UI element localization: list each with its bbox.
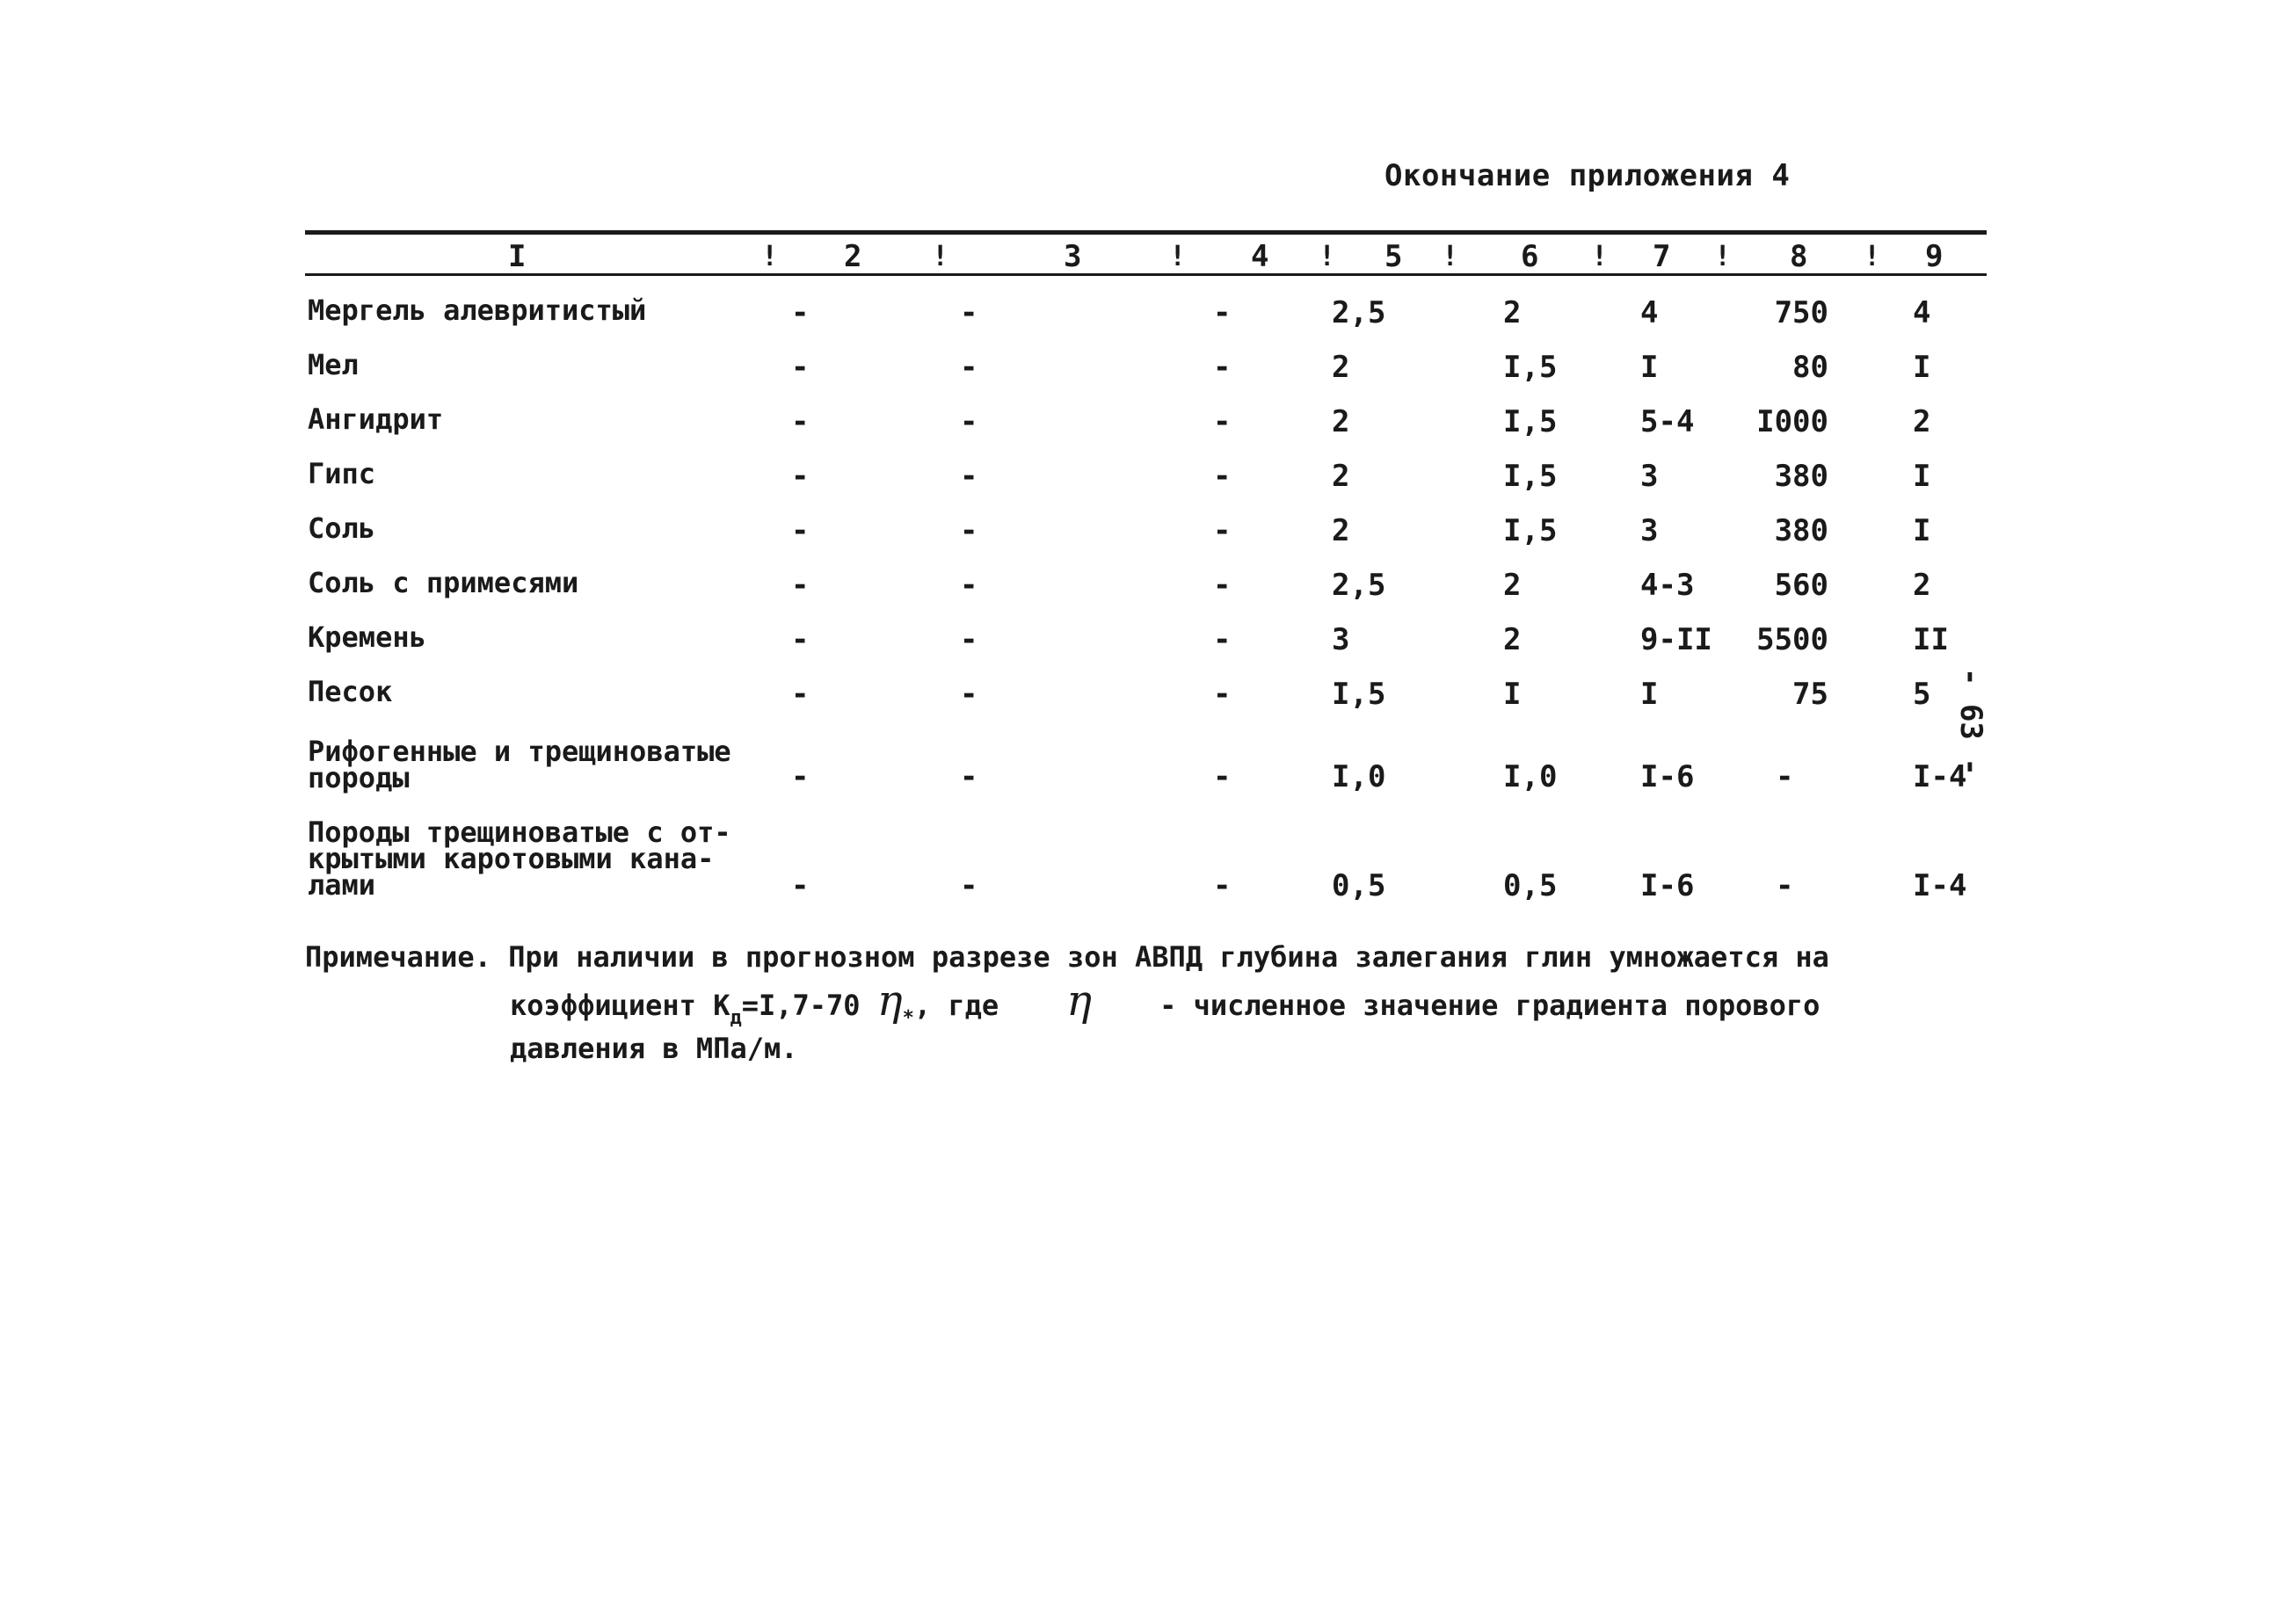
- cell-col8: 75: [1792, 677, 1828, 712]
- cell-col8: 750: [1774, 295, 1828, 330]
- cell-col6: 2: [1503, 295, 1522, 330]
- cell-col4: -: [1213, 759, 1232, 794]
- cell-col8: 380: [1774, 459, 1828, 494]
- col-number-5: 5: [1384, 239, 1403, 274]
- cell-col5: 0,5: [1332, 868, 1386, 903]
- col-number-6: 6: [1521, 239, 1539, 274]
- cell-col3: -: [960, 622, 978, 657]
- cell-col9: I: [1913, 459, 1931, 494]
- cell-col4: -: [1213, 868, 1232, 903]
- cell-col3: -: [960, 459, 978, 494]
- cell-col6: 0,5: [1503, 868, 1558, 903]
- col-number-1: I: [508, 239, 527, 274]
- page-number: - 63 -: [1953, 668, 1988, 776]
- cell-col6: I: [1503, 677, 1522, 712]
- cell-col2: -: [791, 513, 810, 548]
- cell-col8: -: [1776, 868, 1794, 903]
- note-definition: - численное значение градиента порового: [1159, 989, 1821, 1022]
- cell-col3: -: [960, 677, 978, 712]
- cell-col6: I,5: [1503, 513, 1558, 548]
- cell-col3: -: [960, 759, 978, 794]
- cell-col5: I,5: [1332, 677, 1386, 712]
- rock-name: Гипс: [308, 457, 376, 490]
- eta-subscript: *: [902, 1007, 914, 1029]
- col-separator: !: [761, 239, 779, 272]
- cell-col4: -: [1213, 513, 1232, 548]
- cell-col6: I,5: [1503, 350, 1558, 385]
- col-separator: !: [1319, 239, 1336, 272]
- col-separator: !: [1591, 239, 1609, 272]
- cell-col3: -: [960, 350, 978, 385]
- cell-col9: I-4: [1913, 868, 1967, 903]
- eta-symbol: η: [876, 976, 903, 1026]
- cell-col5: 2: [1332, 459, 1350, 494]
- cell-col3: -: [960, 868, 978, 903]
- cell-col4: -: [1213, 622, 1232, 657]
- cell-col5: 3: [1332, 622, 1350, 657]
- note-coef-value: =I,7-70: [741, 989, 861, 1022]
- cell-col7: 4: [1640, 295, 1659, 330]
- cell-col5: 2,5: [1332, 568, 1386, 603]
- cell-col9: I: [1913, 513, 1931, 548]
- cell-col6: 2: [1503, 568, 1522, 603]
- col-number-9: 9: [1925, 239, 1944, 274]
- rock-name: Мел: [308, 348, 359, 381]
- cell-col2: -: [791, 622, 810, 657]
- cell-col4: -: [1213, 404, 1232, 439]
- eta-symbol: η: [1066, 976, 1092, 1026]
- col-separator: !: [1169, 239, 1187, 272]
- rock-name: Породы трещиноватые с от- крытыми каротовыми кана- лами: [308, 816, 731, 902]
- cell-col8: 560: [1774, 568, 1828, 603]
- col-number-7: 7: [1653, 239, 1671, 274]
- cell-col9: I: [1913, 350, 1931, 385]
- cell-col6: I,5: [1503, 404, 1558, 439]
- cell-col5: 2,5: [1332, 295, 1386, 330]
- cell-col7: I: [1640, 677, 1659, 712]
- col-separator: !: [1442, 239, 1459, 272]
- col-number-3: 3: [1064, 239, 1082, 274]
- cell-col2: -: [791, 350, 810, 385]
- col-number-8: 8: [1790, 239, 1808, 274]
- cell-col7: 9-II: [1640, 622, 1712, 657]
- cell-col3: -: [960, 513, 978, 548]
- cell-col8: 5500: [1756, 622, 1828, 657]
- cell-col5: I,0: [1332, 759, 1386, 794]
- cell-col2: -: [791, 295, 810, 330]
- cell-col4: -: [1213, 350, 1232, 385]
- cell-col2: -: [791, 568, 810, 603]
- cell-col9: 2: [1913, 568, 1931, 603]
- cell-col9: 5: [1913, 677, 1931, 712]
- cell-col8: 380: [1774, 513, 1828, 548]
- cell-col6: I,0: [1503, 759, 1558, 794]
- cell-col9: 2: [1913, 404, 1931, 439]
- table-top-rule: [305, 230, 1987, 235]
- cell-col2: -: [791, 759, 810, 794]
- col-separator: !: [1714, 239, 1732, 272]
- cell-col8: 80: [1792, 350, 1828, 385]
- cell-col5: 2: [1332, 404, 1350, 439]
- cell-col3: -: [960, 295, 978, 330]
- cell-col2: -: [791, 459, 810, 494]
- cell-col7: 3: [1640, 459, 1659, 494]
- cell-col9: I-4: [1913, 759, 1967, 794]
- rock-name: Ангидрит: [308, 402, 444, 436]
- cell-col8: -: [1776, 759, 1794, 794]
- cell-col4: -: [1213, 459, 1232, 494]
- cell-col3: -: [960, 404, 978, 439]
- cell-col7: I: [1640, 350, 1659, 385]
- col-separator: !: [1864, 239, 1881, 272]
- cell-col4: -: [1213, 677, 1232, 712]
- note-coef-text: коэффициент K: [510, 989, 730, 1022]
- rock-name: Рифогенные и трещиноватые породы: [308, 735, 731, 794]
- page-heading: Окончание приложения 4: [1384, 158, 1791, 193]
- cell-col5: 2: [1332, 350, 1350, 385]
- cell-col7: 4-3: [1640, 568, 1695, 603]
- note-label: Примечание.: [305, 940, 491, 974]
- cell-col8: I000: [1756, 404, 1828, 439]
- cell-col7: 3: [1640, 513, 1659, 548]
- table-header-rule: [305, 273, 1987, 276]
- note-line-1: При наличии в прогнозном разрезе зон АВПД глубина залегания глин умножается на: [508, 940, 1829, 974]
- rock-name: Кремень: [308, 620, 426, 654]
- cell-col4: -: [1213, 568, 1232, 603]
- col-separator: !: [932, 239, 949, 272]
- note-line-3: давления в МПа/м.: [510, 1032, 798, 1065]
- cell-col7: I-6: [1640, 868, 1695, 903]
- cell-col6: 2: [1503, 622, 1522, 657]
- cell-col2: -: [791, 677, 810, 712]
- col-number-2: 2: [844, 239, 862, 274]
- cell-col7: 5-4: [1640, 404, 1695, 439]
- cell-col5: 2: [1332, 513, 1350, 548]
- cell-col6: I,5: [1503, 459, 1558, 494]
- rock-name: Соль: [308, 511, 376, 545]
- cell-col3: -: [960, 568, 978, 603]
- rock-name: Соль с примесями: [308, 566, 579, 599]
- cell-col4: -: [1213, 295, 1232, 330]
- rock-name: Мергель алевритистый: [308, 294, 647, 327]
- cell-col7: I-6: [1640, 759, 1695, 794]
- cell-col2: -: [791, 868, 810, 903]
- cell-col9: II: [1913, 622, 1949, 657]
- note-where: , где: [913, 989, 999, 1022]
- rock-name: Песок: [308, 675, 393, 708]
- note-coef-subscript: д: [730, 1007, 742, 1029]
- cell-col2: -: [791, 404, 810, 439]
- cell-col9: 4: [1913, 295, 1931, 330]
- col-number-4: 4: [1251, 239, 1269, 274]
